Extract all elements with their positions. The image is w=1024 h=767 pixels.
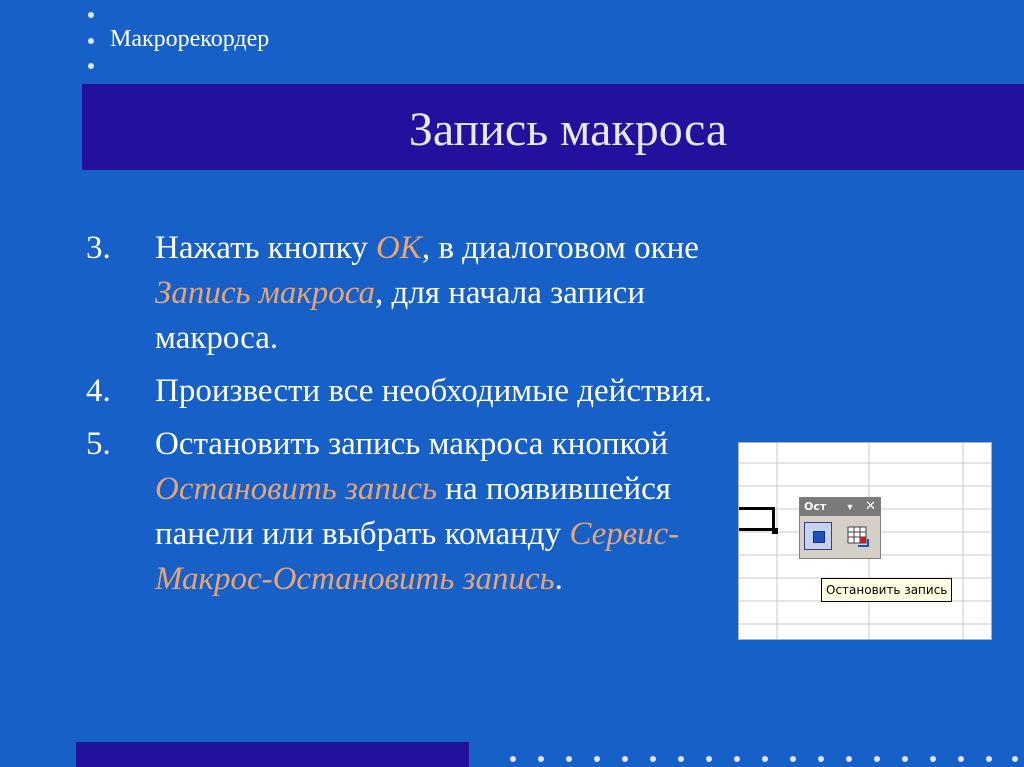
bullet-dot bbox=[88, 38, 94, 44]
bullet-dot bbox=[650, 756, 656, 762]
highlight-term: Сервис-Макрос-Остановить запись bbox=[155, 516, 680, 597]
step-text: Нажать кнопку bbox=[155, 230, 376, 266]
highlight-term: Запись макроса bbox=[155, 275, 376, 311]
bullet-dot bbox=[678, 756, 684, 762]
toolbar-title-text: Ост bbox=[804, 500, 827, 513]
bullet-dot bbox=[88, 63, 94, 69]
bullet-dot bbox=[510, 756, 516, 762]
footer-band bbox=[76, 742, 469, 767]
step-number: 5. bbox=[86, 426, 111, 462]
dropdown-arrow-icon[interactable]: ▼ bbox=[845, 502, 855, 512]
bullet-dot bbox=[1012, 756, 1018, 762]
tooltip: Остановить запись bbox=[821, 578, 952, 602]
bullet-dot bbox=[846, 756, 852, 762]
bullet-dot bbox=[538, 756, 544, 762]
highlight-term: Остановить запись bbox=[155, 471, 438, 507]
relative-reference-icon bbox=[844, 522, 872, 550]
stop-recording-button[interactable] bbox=[804, 522, 832, 550]
bullet-dot bbox=[818, 756, 824, 762]
step-text: на появившейся панели или выбрать команду bbox=[155, 471, 671, 552]
bullet-dot bbox=[958, 756, 964, 762]
highlight-term: OK bbox=[375, 230, 422, 266]
section-label: Макрорекордер bbox=[110, 26, 270, 52]
bullet-dot bbox=[734, 756, 740, 762]
list-item bbox=[86, 369, 746, 414]
stop-recording-toolbar[interactable] bbox=[799, 497, 881, 559]
slide-title: Запись макроса bbox=[408, 103, 728, 156]
bullet-dot bbox=[706, 756, 712, 762]
fill-handle[interactable] bbox=[772, 528, 778, 534]
step-text: Остановить запись макроса кнопкой bbox=[155, 426, 669, 462]
step-number: 4. bbox=[86, 373, 111, 409]
bullet-dot bbox=[986, 756, 992, 762]
list-item bbox=[86, 226, 746, 361]
bullet-dot bbox=[902, 756, 908, 762]
bullet-dot bbox=[874, 756, 880, 762]
bullet-dot bbox=[622, 756, 628, 762]
bullet-dot bbox=[566, 756, 572, 762]
step-text: , для начала записи макроса. bbox=[155, 275, 645, 356]
step-text: . bbox=[554, 561, 563, 597]
stop-recording-screenshot bbox=[738, 442, 992, 640]
bullet-dot bbox=[790, 756, 796, 762]
bullet-dot bbox=[930, 756, 936, 762]
selected-cell[interactable] bbox=[738, 507, 775, 531]
relative-reference-button[interactable] bbox=[844, 522, 872, 550]
bullet-dot bbox=[594, 756, 600, 762]
step-text: Произвести все необходимые действия. bbox=[155, 373, 713, 409]
bullet-dot bbox=[762, 756, 768, 762]
step-number: 3. bbox=[86, 230, 111, 266]
steps-list bbox=[86, 226, 746, 610]
close-icon[interactable]: ✕ bbox=[865, 499, 876, 514]
bullet-dot bbox=[88, 12, 94, 18]
title-band bbox=[82, 84, 1024, 170]
list-item bbox=[86, 422, 746, 602]
step-text: , в диалоговом окне bbox=[421, 230, 699, 266]
